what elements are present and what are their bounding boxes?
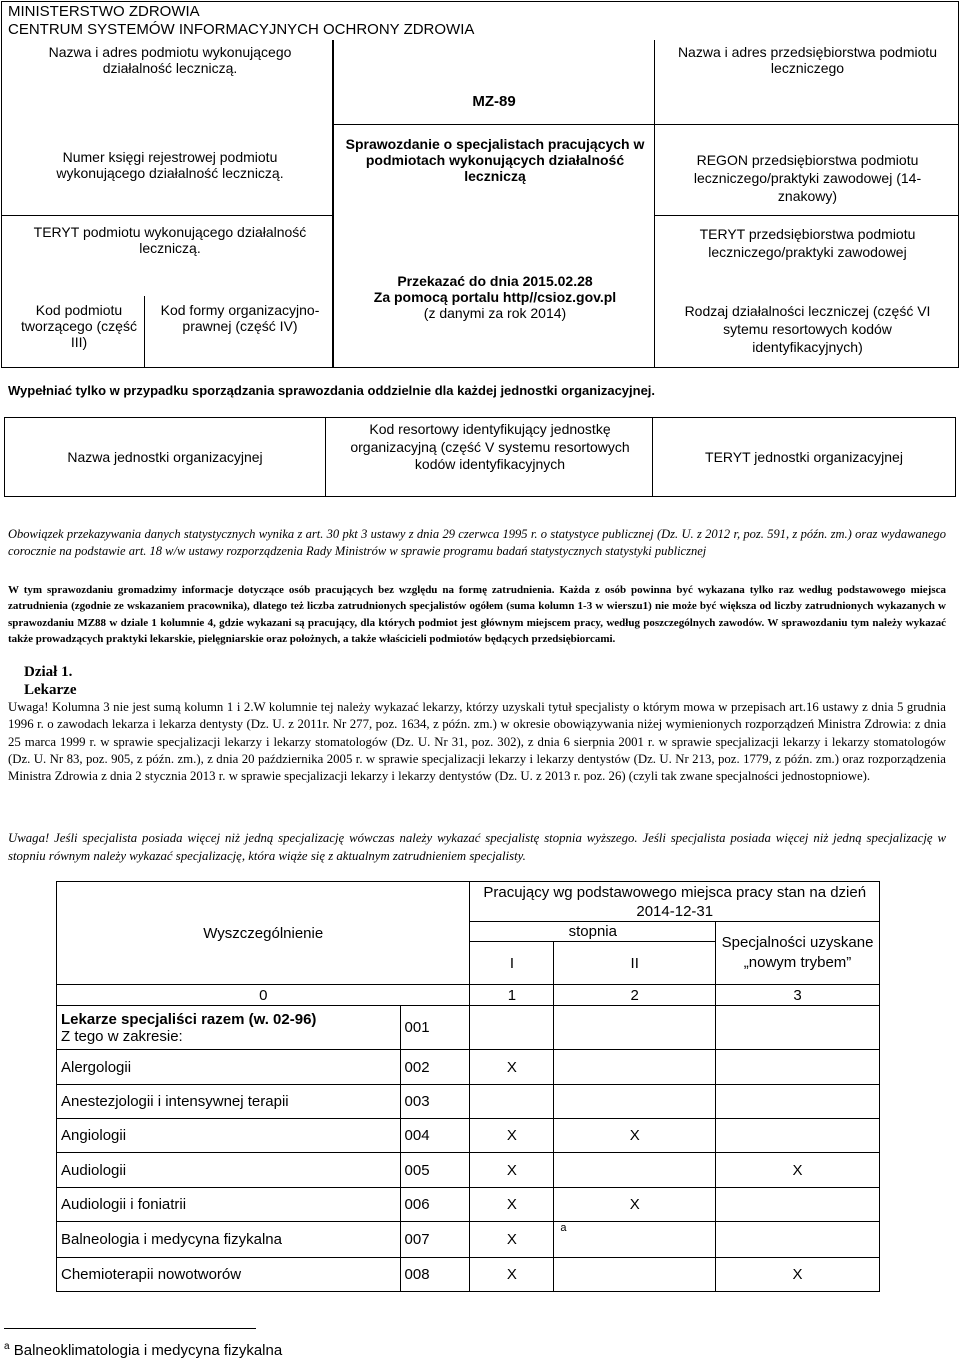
divider <box>655 215 959 216</box>
year-note: (z danymi za rok 2014) <box>423 305 567 321</box>
center-name: CENTRUM SYSTEMÓW INFORMACYJNYCH OCHRONY ZDROWIA <box>8 21 475 38</box>
cell-c1[interactable]: X <box>470 1119 554 1153</box>
cell-c2[interactable]: X <box>554 1119 716 1153</box>
row-name: Alergologii <box>57 1050 401 1085</box>
row-code: 007 <box>400 1222 470 1258</box>
col-num-0: 0 <box>57 985 470 1006</box>
col-num-3: 3 <box>716 985 880 1006</box>
org-unit-name-label: Nazwa jednostki organizacyjnej <box>67 449 263 465</box>
header-group: Pracujący wg podstawowego miejsca pracy stan na dzień 2014-12-31 <box>470 882 880 922</box>
col-num-2: 2 <box>554 985 716 1006</box>
enterprise-teryt-label: TERYT przedsiębiorstwa podmiotu leczniczego/praktyki zawodowej <box>699 226 916 260</box>
collection-text: W tym sprawozdaniu gromadzimy informacje dotyczące osób pracujących bez względu na formę zatrudnienia. Każda z osób powinna być wykazana tylko raz według podstawowego miejsca zatrudnienia (zgodnie ze wskazaniem pracownika), dlatego też liczba zatrudnionych specjalistów ogółem (suma kolumn 1-3 w wierszu1) nie może być większa od liczby zatrudnionych wykazanych w sprawozdaniu MZ88 w dziale 1 kolumnie 4, gdzie wykazani są pracujący, dla których podmiot jest głównym miejscem pracy, według poszczególnych zawodów. W sprawozdaniu tym należy wykazać także prowadzących praktyki lekarskie, pielęgniarskie oraz położnych, a także właścicieli podmiotów będących przedsiębiorcami. <box>8 584 946 646</box>
total-label: Lekarze specjaliści razem (w. 02-96) <box>61 1010 317 1028</box>
header-degree: stopnia <box>470 922 716 942</box>
header-description: Wyszczególnienie <box>57 882 470 985</box>
col-num-1: 1 <box>470 985 554 1006</box>
specialists-table <box>56 881 880 1292</box>
row-name: Anestezjologii i intensywnej terapii <box>57 1085 401 1119</box>
form-code: MZ-89 <box>472 93 516 110</box>
row-code: 006 <box>400 1188 470 1222</box>
divider <box>333 124 655 125</box>
deadline: Przekazać do dnia 2015.02.28 <box>397 273 593 289</box>
cell-input[interactable] <box>554 1006 716 1050</box>
legal-form-label: Kod formy organizacyjno-prawnej (część IV) <box>160 302 320 334</box>
row-code: 008 <box>400 1258 470 1292</box>
cell-c1[interactable]: X <box>470 1153 554 1188</box>
activity-type-label: Rodzaj działalności leczniczej (część VI sytemu resortowych kodów identyfikacyjnych) <box>684 303 931 355</box>
ministry-name: MINISTERSTWO ZDROWIA <box>8 3 200 20</box>
note-multiple-specializations: Uwaga! Jeśli specjalista posiada więcej niż jedną specjalizację wówczas należy wykazać specjalistę stopnia wyższego. Jeśli specjalista posiada więcej niż jedną specjalizację w stopniu równym należy wykazać specjalizację, która wiąże się z aktualnym zatrudnieniem specjalisty. <box>8 831 946 863</box>
note-column-3: Uwaga! Kolumna 3 nie jest sumą kolumn 1 i 2.W kolumnie tej należy wykazać lekarzy, którzy uzyskali tytuł specjalisty o którym mowa w przepisach art.16 ustawy z dnia 5 grudnia 1996 r. o zawodach lekarza i lekarza dentysty (Dz. U. z 2011r. Nr 277, poz. 1634, z późn. zm.) w okresie obowiązywania niżej wymienionych rozporządzeń Ministra Zdrowia: z dnia 25 marca 1999 r. w sprawie specjalizacji lekarzy i lekarzy stomatologów (Dz. U. Nr 31, poz. 302), z dnia 6 sierpnia 2001 r. w sprawie specjalizacji lekarzy i lekarzy stomatologów (Dz. U. Nr 83, poz. 905, z późn. zm.), z dnia 20 października 2005 r. w sprawie specjalizacji lekarzy i lekarzy dentystów (Dz. U. Nr 213, poz. 1779, z późn. zm.) oraz rozporządzenia Ministra Zdrowia z dnia 2 stycznia 2013 r. w sprawie specjalizacji lekarzy i lekarzy dentystów (Dz. U. z 2013 r. poz. 26) (czyli tak zwane specjalności jednostopniowe). <box>8 700 946 784</box>
divider <box>1 215 333 216</box>
row-code: 004 <box>400 1119 470 1153</box>
enterprise-name-label: Nazwa i adres przedsiębiorstwa podmiotu leczniczego <box>677 44 938 76</box>
row-name: Chemioterapii nowotworów <box>57 1258 401 1292</box>
total-sub: Z tego w zakresie: <box>61 1027 183 1045</box>
founding-code-label: Kod podmiotu tworzącego (część III) <box>21 302 137 350</box>
org-unit-code-label: Kod resortowy identyfikujący jednostkę organizacyjną (część V systemu resortowych kodów identyfikacyjnych <box>350 421 630 472</box>
footnote <box>4 1338 282 1360</box>
table-row-total-label <box>57 1006 401 1050</box>
row-name: Angiologii <box>57 1119 401 1153</box>
org-unit-note: Wypełniać tylko w przypadku sporządzania sprawozdania oddzielnie dla każdej jednostki organizacyjnej. <box>8 383 656 398</box>
register-number-label: Numer księgi rejestrowej podmiotu wykonującego działalność leczniczą. <box>56 149 284 181</box>
cell-c3[interactable] <box>716 1119 880 1153</box>
header-degree-2: II <box>554 942 716 985</box>
cell-c3[interactable] <box>716 1085 880 1119</box>
cell-c3[interactable] <box>716 1050 880 1085</box>
cell-c1[interactable]: X <box>470 1258 554 1292</box>
footnote-rule <box>4 1328 256 1329</box>
total-code: 001 <box>400 1006 470 1050</box>
divider <box>144 296 145 368</box>
cell-c3[interactable] <box>716 1188 880 1222</box>
cell-c3[interactable]: X <box>716 1153 880 1188</box>
teryt-label: TERYT podmiotu wykonującego działalność leczniczą. <box>33 224 307 256</box>
cell-c2[interactable] <box>554 1258 716 1292</box>
section-number: Dział 1. <box>24 664 73 680</box>
row-code: 002 <box>400 1050 470 1085</box>
row-name: Audiologii <box>57 1153 401 1188</box>
cell-c3[interactable] <box>716 1222 880 1258</box>
row-code: 005 <box>400 1153 470 1188</box>
entity-name-label: Nazwa i adres podmiotu wykonującego działalność leczniczą. <box>48 44 292 76</box>
cell-c1[interactable]: X <box>470 1222 554 1258</box>
obligation-text: Obowiązek przekazywania danych statystycznych wynika z art. 30 pkt 3 ustawy z dnia 29 czerwca 1995 r. o statystyce publicznej (Dz. U. z 2012 r, poz. 591, z późn. zm.) oraz wydawanego corocznie na podstawie art. 18 w/w ustawy rozporządzenia Rady Ministrów w sprawie programu badań statystycznych statystyki publicznej <box>8 527 946 558</box>
report-title: Sprawozdanie o specjalistach pracujących w podmiotach wykonujących działalność leczniczą <box>345 136 645 184</box>
cell-c1[interactable] <box>470 1085 554 1119</box>
cell-c2[interactable] <box>554 1050 716 1085</box>
footnote-text: Balneoklimatologia i medycyna fizykalna <box>13 1342 283 1359</box>
cell-c2[interactable] <box>554 1153 716 1188</box>
row-code: 003 <box>400 1085 470 1119</box>
cell-c2[interactable] <box>554 1085 716 1119</box>
row-name: Audiologii i foniatrii <box>57 1188 401 1222</box>
header-degree-1: I <box>470 942 554 985</box>
cell-c1[interactable]: X <box>470 1050 554 1085</box>
header-new-mode: Specjalności uzyskane „nowym trybem” <box>716 922 880 985</box>
cell-c2[interactable]: X <box>554 1188 716 1222</box>
row-name: Balneologia i medycyna fizykalna <box>57 1222 401 1258</box>
footnote-mark: a <box>4 1341 10 1352</box>
cell-input[interactable] <box>470 1006 554 1050</box>
cell-c1[interactable]: X <box>470 1188 554 1222</box>
portal-link[interactable]: Za pomocą portalu http//csioz.gov.pl <box>373 289 617 305</box>
section-title: Lekarze <box>24 682 77 698</box>
cell-c2-footnote[interactable]: a <box>554 1222 716 1258</box>
cell-c3[interactable]: X <box>716 1258 880 1292</box>
cell-input[interactable] <box>716 1006 880 1050</box>
regon-label: REGON przedsiębiorstwa podmiotu leczniczego/praktyki zawodowej (14-znakowy) <box>693 152 922 204</box>
org-unit-teryt-label: TERYT jednostki organizacyjnej <box>705 449 903 465</box>
divider <box>655 124 959 125</box>
